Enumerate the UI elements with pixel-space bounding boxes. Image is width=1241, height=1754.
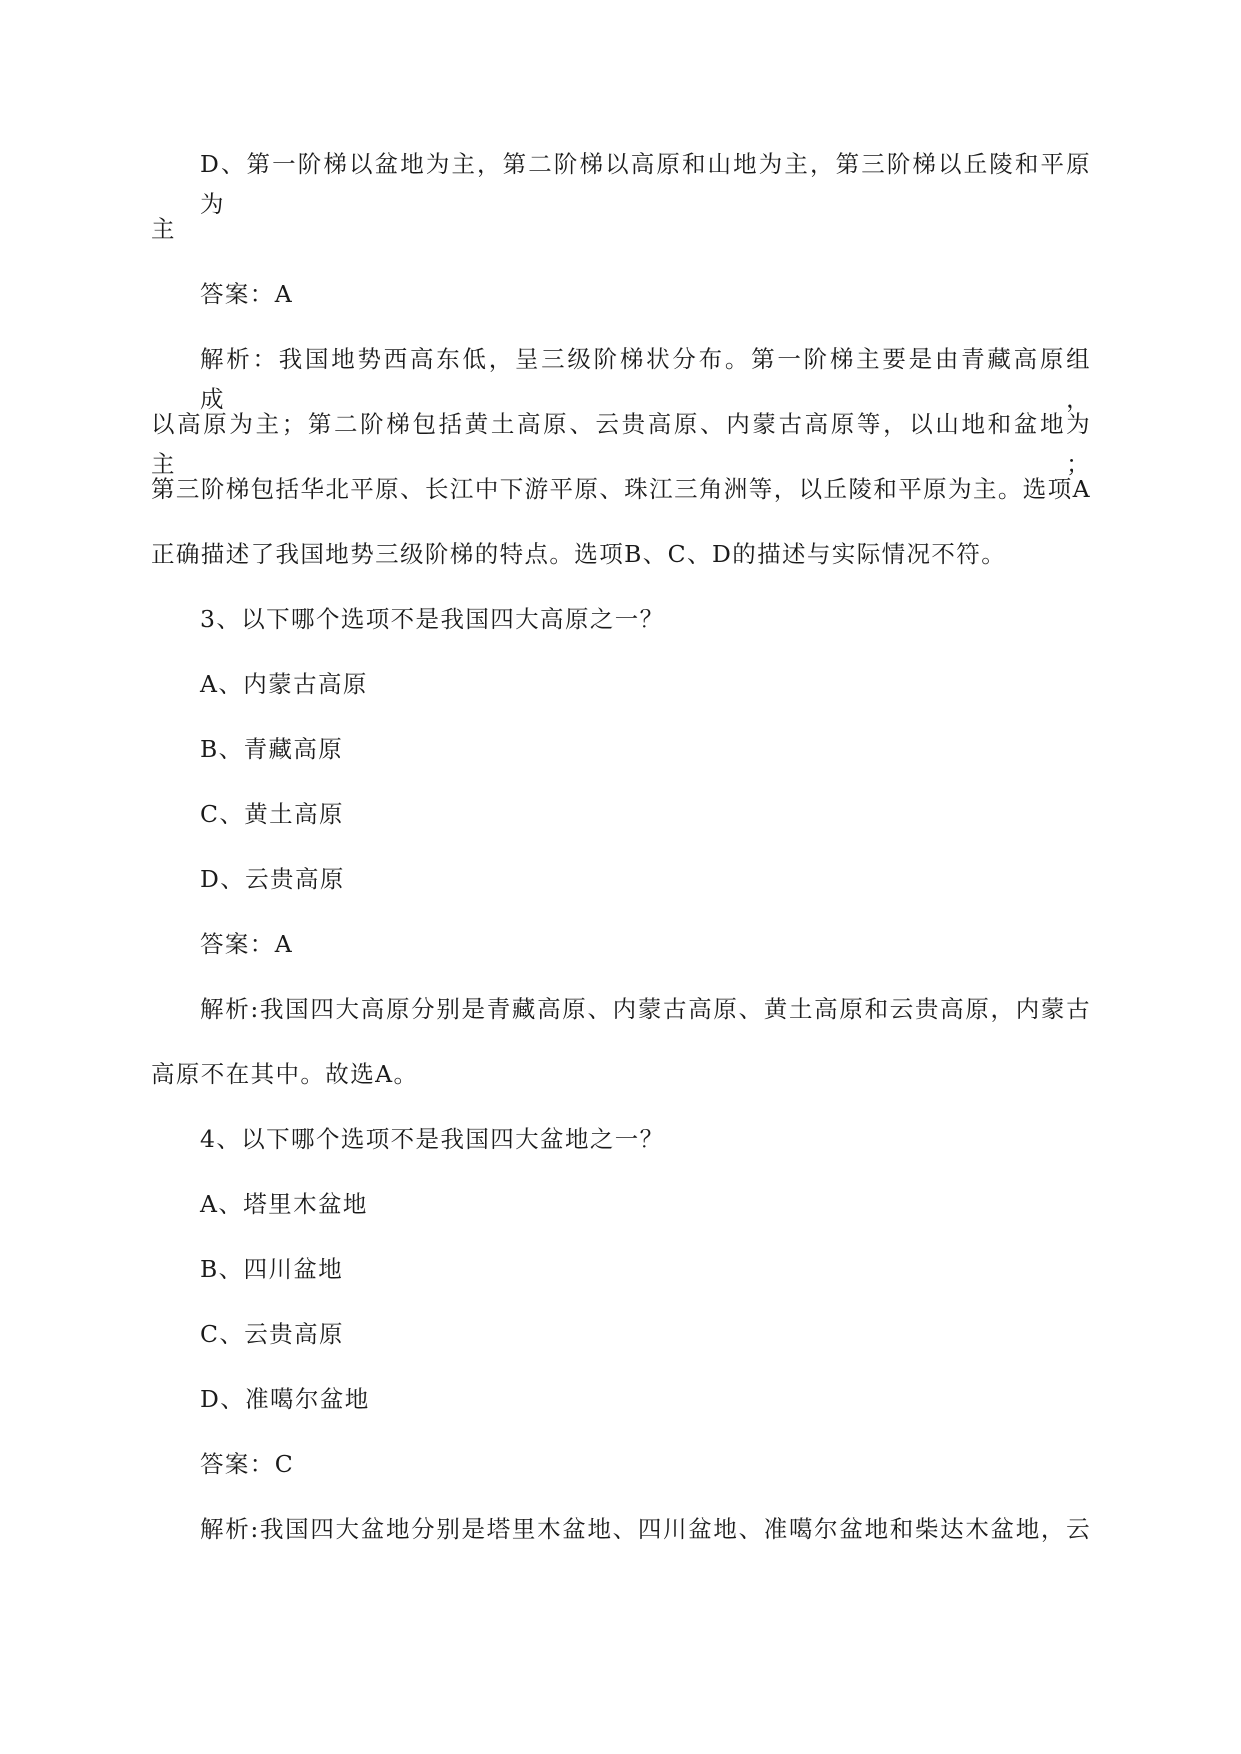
analysis-q2-line-1: 解析：我国地势西高东低，呈三级阶梯状分布。第一阶梯主要是由青藏高原组成，: [200, 345, 1091, 413]
analysis-q3-line-2: 高原不在其中。故选A。: [151, 1060, 419, 1088]
q3-option-c: C、黄土高原: [200, 800, 344, 828]
question-4: 4、以下哪个选项不是我国四大盆地之一？: [200, 1125, 665, 1153]
analysis-q3-line-1: 解析:我国四大高原分别是青藏高原、内蒙古高原、黄土高原和云贵高原，内蒙古: [200, 995, 1091, 1023]
answer-q4: 答案：C: [200, 1450, 295, 1478]
q3-option-a: A、内蒙古高原: [200, 670, 368, 698]
q4-option-c: C、云贵高原: [200, 1320, 344, 1348]
document-body: [151, 144, 1091, 1574]
analysis-q2-line-4: 正确描述了我国地势三级阶梯的特点。选项B、C、D的描述与实际情况不符。: [151, 540, 1007, 568]
answer-q3: 答案：A: [200, 930, 294, 958]
q4-option-d: D、准噶尔盆地: [200, 1385, 370, 1413]
answer-q2: 答案：A: [200, 280, 294, 308]
q3-option-b: B、青藏高原: [200, 735, 344, 763]
analysis-q4-line-1: 解析:我国四大盆地分别是塔里木盆地、四川盆地、准噶尔盆地和柴达木盆地，云: [200, 1515, 1091, 1543]
option-d-line-2: 主: [151, 215, 176, 243]
option-d-line-1: D、第一阶梯以盆地为主，第二阶梯以高原和山地为主，第三阶梯以丘陵和平原为: [200, 150, 1091, 218]
q4-option-b: B、四川盆地: [200, 1255, 344, 1283]
analysis-q2-line-3: 第三阶梯包括华北平原、长江中下游平原、珠江三角洲等，以丘陵和平原为主。选项A: [151, 475, 1091, 503]
q4-option-a: A、塔里木盆地: [200, 1190, 368, 1218]
question-3: 3、以下哪个选项不是我国四大高原之一？: [200, 605, 665, 633]
analysis-q2-line-2: 以高原为主；第二阶梯包括黄土高原、云贵高原、内蒙古高原等，以山地和盆地为主；: [151, 410, 1091, 478]
q3-option-d: D、云贵高原: [200, 865, 345, 893]
